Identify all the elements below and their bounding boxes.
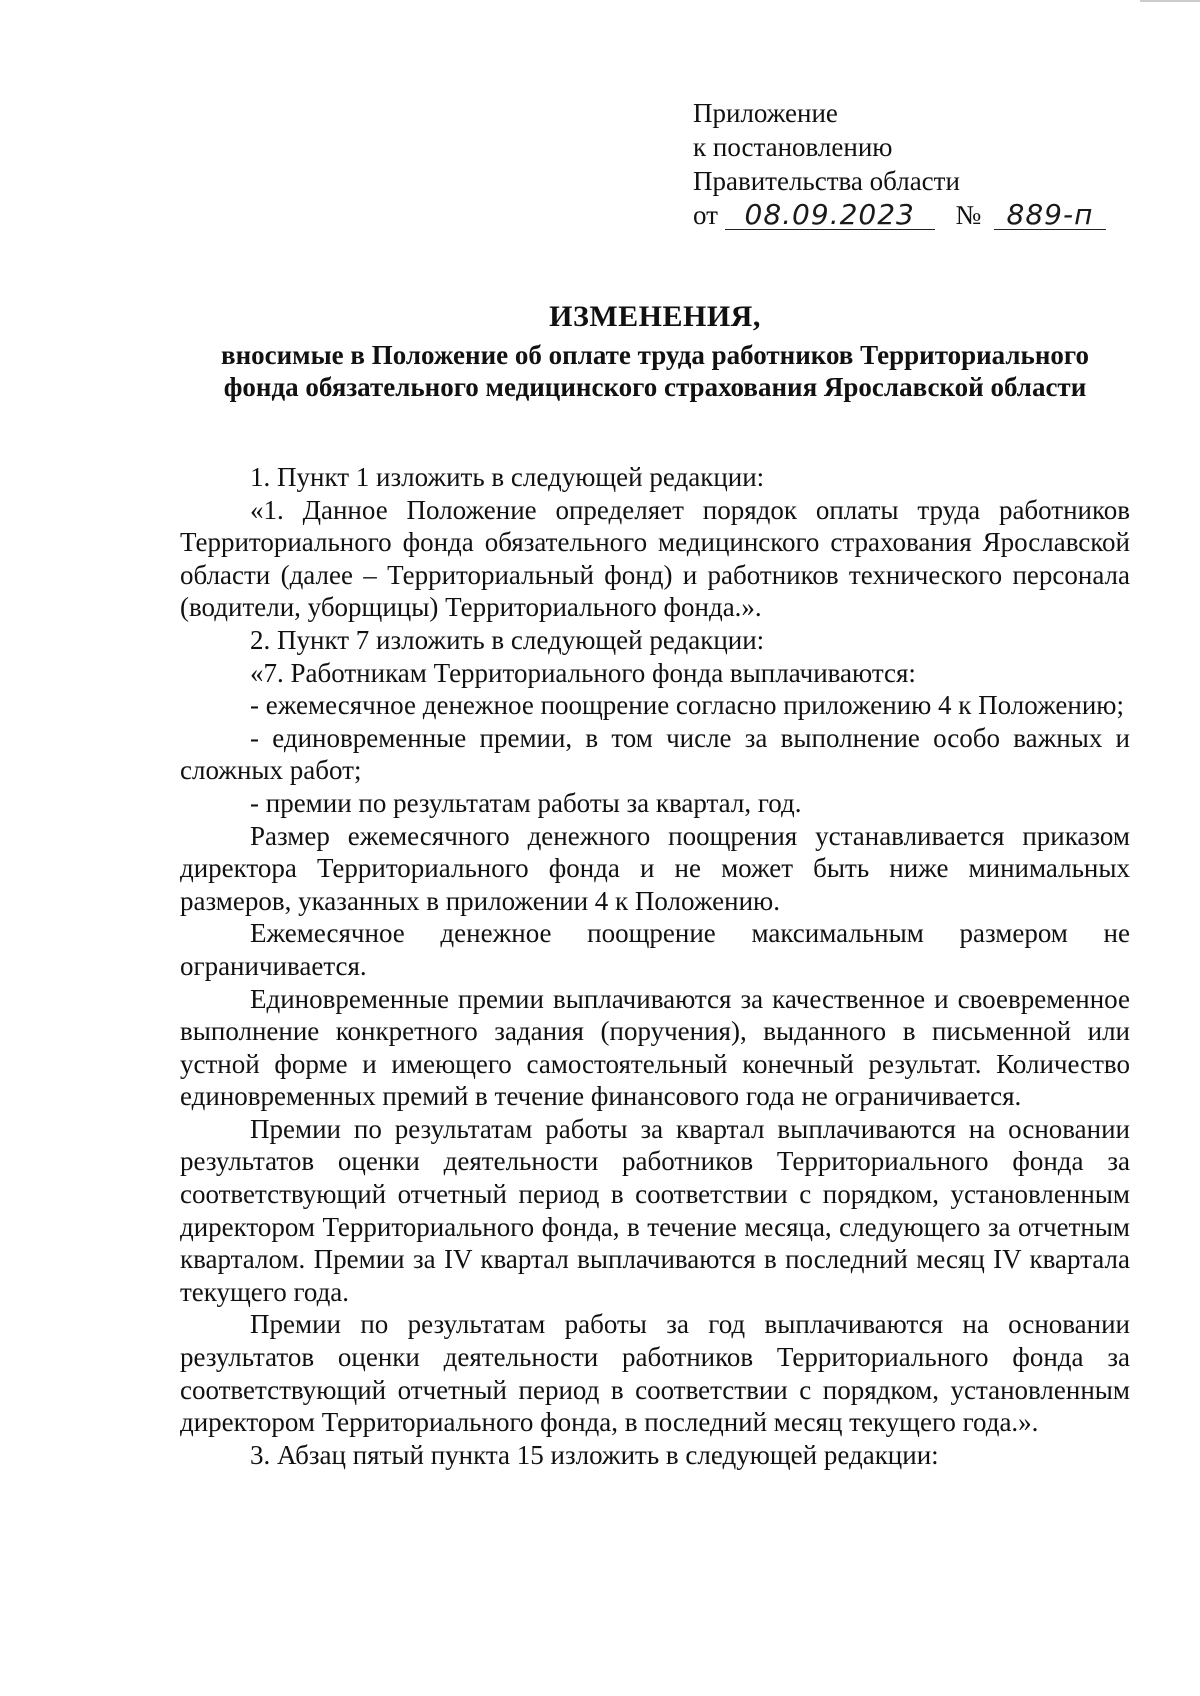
annex-date-number-line	[693, 198, 1113, 232]
annex-line-1: Приложение	[693, 98, 838, 128]
annex-line-3: Правительства области	[693, 166, 960, 196]
paragraph-bullet-monthly: - ежемесячное денежное поощрение согласно приложению 4 к Положению;	[250, 690, 1124, 721]
annex-line-2: к постановлению	[693, 132, 893, 162]
paragraph-monthly-max: Ежемесячное денежное поощрение максимальным размером не ограничивается.	[180, 918, 1130, 981]
scan-edge-mark	[1140, 0, 1200, 2]
paragraph-bullet-quarterly: - премии по результатам работы за квартал, год.	[250, 787, 802, 818]
handwritten-date: 08.09.2023	[725, 201, 935, 230]
paragraph-item-3-heading: 3. Абзац пятый пункта 15 изложить в следующей редакции:	[250, 1439, 939, 1470]
paragraph-monthly-size: Размер ежемесячного денежного поощрения устанавливается приказом директора Территориального фонда и не может быть ниже минимальных размеров, указанных в приложении 4 к Положению.	[180, 820, 1130, 916]
paragraph-item-1-heading: 1. Пункт 1 изложить в следующей редакции:	[250, 462, 765, 492]
paragraph-annual-premiums: Премии по результатам работы за год выплачиваются на основании результатов оценки деятельности работников Территориального фонда за соответствующий отчетный период в соответствии с порядком, установленным директором Территориального фонда, в последний месяц текущего года.».	[180, 1309, 1130, 1438]
paragraph-item-2-heading: 2. Пункт 7 изложить в следующей редакции:	[250, 624, 765, 655]
paragraph-one-time-premiums: Единовременные премии выплачиваются за качественное и своевременное выполнение конкретного задания (поручения), выданного в письменной или устной форме и имеющего самостоятельный конечный результат. Количество единовременных премий в течение финансового года не ограничивается.	[180, 983, 1130, 1112]
paragraph-item-1-text: «1. Данное Положение определяет порядок оплаты труда работников Территориального фонда обязательного медицинского страхования Ярославской области (далее – Территориальный фонд) и работников технического персонала (водители, уборщицы) Территориального фонда.».	[180, 494, 1130, 623]
paragraph-bullet-one-time: - единовременные премии, в том числе за выполнение особо важных и сложных работ;	[180, 722, 1130, 786]
paragraph-item-7-intro: «7. Работникам Территориального фонда выплачиваются:	[250, 657, 916, 688]
date-prefix: от	[693, 200, 718, 230]
paragraph-quarterly-premiums: Премии по результатам работы за квартал выплачиваются на основании результатов оценки деятельности работников Территориального фонда за соответствующий отчетный период в соответствии с порядком, установленным директором Территориального фонда, в течение месяца, следующего за отчетным кварталом. Премии за IV квартал выплачиваются в последний месяц IV квартала текущего года.	[180, 1113, 1130, 1307]
subtitle-line-2: фонда обязательного медицинского страхования Ярославской области	[223, 372, 1087, 402]
document-body	[180, 461, 1130, 1471]
annex-header	[693, 96, 1113, 232]
handwritten-number: 889-п	[994, 201, 1106, 230]
document-title: ИЗМЕНЕНИЯ,	[549, 300, 761, 333]
document-subtitle	[180, 339, 1130, 403]
number-sign: №	[955, 200, 982, 230]
subtitle-line-1: вносимые в Положение об оплате труда работников Территориального	[221, 340, 1089, 370]
